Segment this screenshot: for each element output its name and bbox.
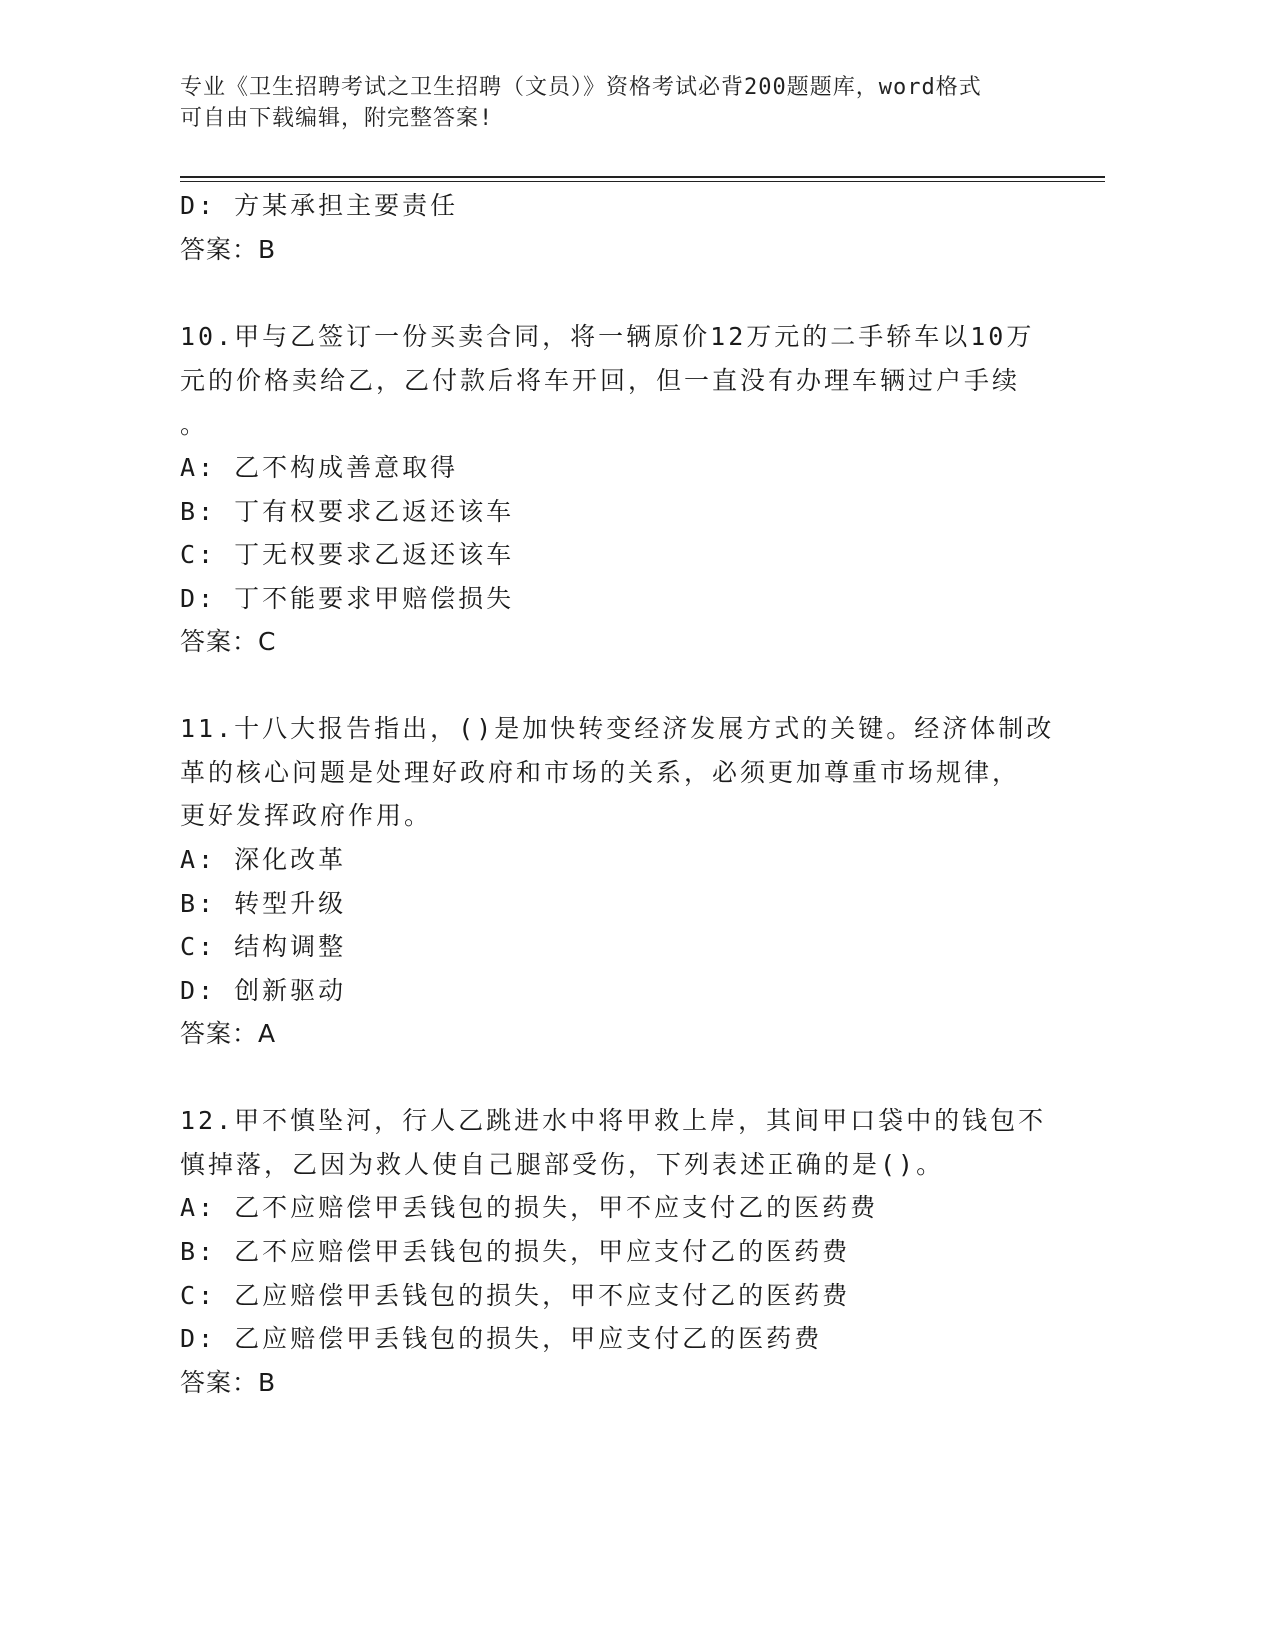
q11-stem-line-1: 11.十八大报告指出，()是加快转变经济发展方式的关键。经济体制改 [180,714,1055,743]
q11-answer: 答案：A [180,1019,277,1048]
header-title-line-2: 可自由下载编辑，附完整答案! [180,106,494,131]
q9-answer: 答案：B [180,235,277,264]
q11-option-a: A: 深化改革 [180,845,347,874]
q10-stem-line-3: 。 [180,410,209,439]
q12-stem-line-1: 12.甲不慎坠河，行人乙跳进水中将甲救上岸，其间甲口袋中的钱包不 [180,1106,1047,1135]
q10-option-c: C: 丁无权要求乙返还该车 [180,540,515,569]
q12-option-a: A: 乙不应赔偿甲丢钱包的损失，甲不应支付乙的医药费 [180,1193,879,1222]
q12-option-c: C: 乙应赔偿甲丢钱包的损失，甲不应支付乙的医药费 [180,1281,851,1310]
page-header [180,72,1060,134]
q10-option-a: A: 乙不构成善意取得 [180,453,459,482]
q12-answer: 答案：B [180,1368,277,1397]
q12-option-b: B: 乙不应赔偿甲丢钱包的损失，甲应支付乙的医药费 [180,1237,851,1266]
header-title-line-1: 专业《卫生招聘考试之卫生招聘（文员）》资格考试必背200题题库，word格式 [180,75,982,100]
q11-stem-line-2: 革的核心问题是处理好政府和市场的关系，必须更加尊重市场规律， [180,758,1021,787]
header-divider [180,176,1105,178]
q10-stem-line-1: 10.甲与乙签订一份买卖合同，将一辆原价12万元的二手轿车以10万 [180,322,1035,351]
q11-option-d: D: 创新驱动 [180,976,347,1005]
q11-option-c: C: 结构调整 [180,932,347,961]
q12-option-d: D: 乙应赔偿甲丢钱包的损失，甲应支付乙的医药费 [180,1324,823,1353]
q9-option-d: D: 方某承担主要责任 [180,191,459,220]
q11-option-b: B: 转型升级 [180,889,347,918]
header-divider-thin [180,181,1105,182]
q10-answer: 答案：C [180,627,277,656]
q10-stem-line-2: 元的价格卖给乙，乙付款后将车开回，但一直没有办理车辆过户手续 [180,366,1021,395]
q10-option-d: D: 丁不能要求甲赔偿损失 [180,584,515,613]
q10-option-b: B: 丁有权要求乙返还该车 [180,497,515,526]
q11-stem-line-3: 更好发挥政府作用。 [180,801,433,830]
q12-stem-line-2: 慎掉落，乙因为救人使自己腿部受伤，下列表述正确的是()。 [180,1150,945,1179]
